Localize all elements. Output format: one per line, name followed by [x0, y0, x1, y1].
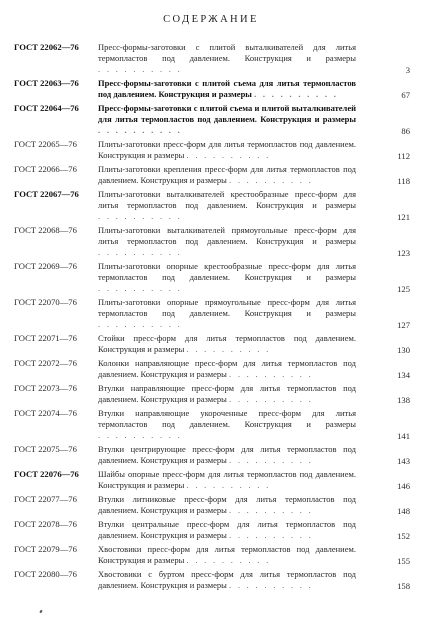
gost-number: ГОСТ 22070—76 — [14, 297, 77, 307]
entry-title: Втулки литниковые пресс-форм для литья термопластов под давлением. Конструкция и размеры — [98, 494, 356, 515]
toc-entry — [14, 469, 410, 491]
page-number: 127 — [397, 320, 410, 330]
toc-entry — [14, 297, 410, 330]
entry-title: Плиты-заготовки опорные крестообразные пресс-форм для литья термопластов под давлением. Конструкция и размеры — [98, 261, 356, 282]
entry-title: Стойки пресс-форм для литья термопластов под давлением. Конструкция и размеры — [98, 333, 356, 354]
entry-title: Плиты-заготовки опорные прямоугольные пресс-форм для литья термопластов под давлением. Конструкция и размеры — [98, 297, 356, 318]
entry-title-block — [98, 261, 356, 294]
page-number: 143 — [397, 456, 410, 466]
page-number: 158 — [397, 581, 410, 591]
entry-title-block — [98, 494, 356, 516]
dot-leader: . . . . . . . . . . — [186, 555, 271, 565]
gost-number: ГОСТ 22080—76 — [14, 569, 77, 579]
dot-leader: . . . . . . . . . . — [98, 283, 183, 293]
gost-number: ГОСТ 22071—76 — [14, 333, 77, 343]
gost-number: ГОСТ 22068—76 — [14, 225, 77, 235]
entry-title: Плиты-заготовки пресс-форм для литья термопластов под давлением. Конструкция и размеры — [98, 139, 356, 160]
page-number: 141 — [397, 431, 410, 441]
entry-title-block — [98, 103, 356, 136]
toc-entry — [14, 569, 410, 591]
dot-leader: . . . . . . . . . . — [186, 150, 271, 160]
dot-leader: . . . . . . . . . . — [98, 247, 183, 257]
entry-title-block — [98, 189, 356, 222]
entry-title-block — [98, 444, 356, 466]
gost-number: ГОСТ 22074—76 — [14, 408, 77, 418]
entry-title-block — [98, 164, 356, 186]
entry-title: Плиты-заготовки крепления пресс-форм для литья термопластов под давлением. Конструкция и размеры — [98, 164, 356, 185]
page-number: 118 — [397, 176, 410, 186]
scan-speck — [39, 610, 42, 614]
dot-leader: . . . . . . . . . . — [254, 89, 339, 99]
page-number: 123 — [397, 248, 410, 258]
toc-entry — [14, 78, 410, 100]
dot-leader: . . . . . . . . . . — [186, 480, 271, 490]
page-number: 134 — [397, 370, 410, 380]
gost-number: ГОСТ 22075—76 — [14, 444, 77, 454]
toc-entry — [14, 358, 410, 380]
page-number: 130 — [397, 345, 410, 355]
entry-title-block — [98, 139, 356, 161]
page-number: 152 — [397, 531, 410, 541]
gost-number: ГОСТ 22073—76 — [14, 383, 77, 393]
gost-number: ГОСТ 22077—76 — [14, 494, 77, 504]
page-title: СОДЕРЖАНИЕ — [163, 14, 259, 25]
entry-title-block — [98, 358, 356, 380]
entry-title: Плиты-заготовки выталкивателей крестообразные пресс-форм для литья термопластов под давлением. Конструкция и размеры — [98, 189, 356, 210]
toc-entry — [14, 494, 410, 516]
dot-leader: . . . . . . . . . . — [228, 394, 314, 404]
entry-title: Хвостовики с буртом пресс-форм для литья термопластов под давлением. Конструкция и размеры — [98, 569, 356, 590]
entry-title: Пресс-формы-заготовки с плитой съема и плитой выталкивателей для литья термопластов под давлением. Конструкция и размеры — [98, 103, 356, 124]
entry-title: Хвостовики пресс-форм для литья термопластов под давлением. Конструкция и размеры — [98, 544, 356, 565]
entry-title: Колонки направляющие пресс-форм для литья термопластов под давлением. Конструкция и размеры — [98, 358, 356, 379]
gost-number: ГОСТ 22063—76 — [14, 78, 79, 88]
dot-leader: . . . . . . . . . . — [98, 430, 183, 440]
gost-number: ГОСТ 22072—76 — [14, 358, 77, 368]
toc-entry — [14, 225, 410, 258]
dot-leader: . . . . . . . . . . — [228, 505, 314, 515]
dot-leader: . . . . . . . . . . — [98, 211, 183, 221]
toc-entry — [14, 333, 410, 355]
table-of-contents — [14, 42, 410, 594]
entry-title: Пресс-формы-заготовки с плитой выталкивателей для литья термопластов под давлением. Конструкция и размеры — [98, 42, 356, 63]
entry-title-block — [98, 42, 356, 75]
entry-title-block — [98, 469, 356, 491]
dot-leader: . . . . . . . . . . — [98, 64, 183, 74]
page-number: 125 — [397, 284, 410, 294]
entry-title: Втулки центрирующие пресс-форм для литья термопластов под давлением. Конструкция и размеры — [98, 444, 356, 465]
dot-leader: . . . . . . . . . . — [228, 580, 314, 590]
gost-number: ГОСТ 22079—76 — [14, 544, 77, 554]
page-number: 67 — [401, 90, 410, 100]
toc-entry — [14, 164, 410, 186]
entry-title: Втулки направляющие пресс-форм для литья термопластов под давлением. Конструкция и размеры — [98, 383, 356, 404]
page-number: 3 — [405, 65, 410, 75]
toc-entry — [14, 519, 410, 541]
entry-title-block — [98, 519, 356, 541]
page-number: 86 — [401, 126, 410, 136]
entry-title-block — [98, 544, 356, 566]
entry-title-block — [98, 297, 356, 330]
dot-leader: . . . . . . . . . . — [228, 175, 314, 185]
entry-title-block — [98, 569, 356, 591]
toc-entry — [14, 544, 410, 566]
gost-number: ГОСТ 22067—76 — [14, 189, 79, 199]
entry-title-block — [98, 225, 356, 258]
toc-entry — [14, 139, 410, 161]
gost-number: ГОСТ 22062—76 — [14, 42, 79, 52]
toc-entry — [14, 383, 410, 405]
page-number: 121 — [397, 212, 410, 222]
entry-title-block — [98, 383, 356, 405]
toc-entry — [14, 444, 410, 466]
toc-entry — [14, 42, 410, 75]
page-number: 112 — [397, 151, 410, 161]
dot-leader: . . . . . . . . . . — [228, 455, 314, 465]
dot-leader: . . . . . . . . . . — [186, 344, 271, 354]
toc-entry — [14, 408, 410, 441]
dot-leader: . . . . . . . . . . — [228, 369, 314, 379]
dot-leader: . . . . . . . . . . — [98, 125, 183, 135]
entry-title-block — [98, 333, 356, 355]
entry-title-block — [98, 408, 356, 441]
toc-entry — [14, 189, 410, 222]
page-number: 155 — [397, 556, 410, 566]
entry-title: Втулки направляющие укороченные пресс-форм для литья термопластов под давлением. Конструкция и размеры — [98, 408, 356, 429]
gost-number: ГОСТ 22076—76 — [14, 469, 79, 479]
dot-leader: . . . . . . . . . . — [98, 319, 183, 329]
gost-number: ГОСТ 22078—76 — [14, 519, 77, 529]
dot-leader: . . . . . . . . . . — [228, 530, 314, 540]
entry-title: Втулки центральные пресс-форм для литья термопластов под давлением. Конструкция и размеры — [98, 519, 356, 540]
page-number: 138 — [397, 395, 410, 405]
entry-title: Шайбы опорные пресс-форм для литья термопластов под давлением. Конструкция и размеры — [98, 469, 356, 490]
toc-entry — [14, 261, 410, 294]
gost-number: ГОСТ 22069—76 — [14, 261, 77, 271]
gost-number: ГОСТ 22065—76 — [14, 139, 77, 149]
gost-number: ГОСТ 22066—76 — [14, 164, 77, 174]
entry-title-block — [98, 78, 356, 100]
page-number: 146 — [397, 481, 410, 491]
entry-title: Пресс-формы-заготовки с плитой съема для литья термопластов под давлением. Конструкция и размеры — [98, 78, 356, 99]
toc-entry — [14, 103, 410, 136]
gost-number: ГОСТ 22064—76 — [14, 103, 79, 113]
entry-title: Плиты-заготовки выталкивателей прямоугольные пресс-форм для литья термопластов под давлением. Конструкция и размеры — [98, 225, 356, 246]
page-number: 148 — [397, 506, 410, 516]
